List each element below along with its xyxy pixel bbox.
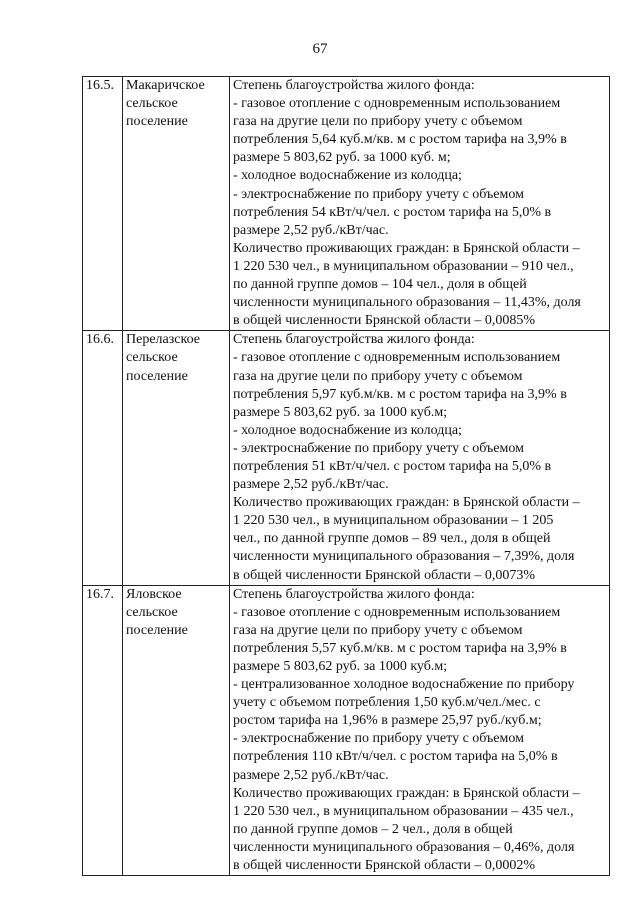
description-line: Степень благоустройства жилого фонда: bbox=[233, 586, 475, 602]
table-row bbox=[83, 331, 610, 585]
description-line: потребления 51 кВт/ч/чел. с ростом тарифа на 5,0% в bbox=[233, 458, 552, 474]
page-number: 67 bbox=[312, 41, 328, 57]
settlements-table bbox=[82, 76, 610, 876]
settlement-name bbox=[123, 585, 230, 876]
settlement-name bbox=[123, 331, 230, 585]
settlement-name-line: Макаричское bbox=[126, 78, 205, 93]
settlement-name-line: поселение bbox=[126, 622, 188, 638]
description-line: в общей численности Брянской области – 0,0002% bbox=[233, 858, 536, 874]
description-line: - холодное водоснабжение из колодца; bbox=[233, 168, 462, 184]
description-line: размере 5 803,62 руб. за 1000 куб. м; bbox=[233, 150, 451, 166]
description-line: Количество проживающих граждан: в Брянской области – bbox=[233, 495, 580, 511]
settlement-name bbox=[123, 77, 230, 331]
settlement-description bbox=[230, 77, 610, 331]
row-number: 16.6. bbox=[83, 331, 123, 585]
description-line: потребления 110 кВт/ч/чел. с ростом тарифа на 5,0% в bbox=[233, 749, 558, 765]
settlement-name-line: поселение bbox=[126, 368, 188, 384]
description-line: потребления 5,97 куб.м/кв. м с ростом тарифа на 3,9% в bbox=[233, 386, 567, 402]
description-line: по данной группе домов – 104 чел., доля в общей bbox=[233, 277, 527, 293]
table-row bbox=[83, 585, 610, 876]
description-line: - газовое отопление с одновременным использованием bbox=[233, 350, 561, 366]
description-line: по данной группе домов – 2 чел., доля в общей bbox=[233, 821, 513, 837]
description-line: газа на другие цели по прибору учету с объемом bbox=[233, 622, 523, 638]
description-line: - газовое отопление с одновременным использованием bbox=[233, 604, 561, 620]
description-line: - централизованное холодное водоснабжение по прибору bbox=[233, 677, 575, 693]
description-line: 1 220 530 чел., в муниципальном образовании – 435 чел., bbox=[233, 803, 574, 819]
description-line: - электроснабжение по прибору учету с объемом bbox=[233, 731, 524, 747]
description-line: потребления 54 кВт/ч/чел. с ростом тарифа на 5,0% в bbox=[233, 204, 552, 220]
settlement-name-line: сельское bbox=[126, 350, 178, 366]
settlement-name-line: сельское bbox=[126, 96, 178, 112]
description-line: в общей численности Брянской области – 0,0073% bbox=[233, 567, 536, 583]
description-line: - газовое отопление с одновременным использованием bbox=[233, 96, 561, 112]
description-line: размере 5 803,62 руб. за 1000 куб.м; bbox=[233, 404, 448, 420]
description-line: ростом тарифа на 1,96% в размере 25,97 руб./куб.м; bbox=[233, 713, 542, 729]
description-line: Степень благоустройства жилого фонда: bbox=[233, 78, 475, 93]
description-line: размере 2,52 руб./кВт/час. bbox=[233, 767, 389, 783]
description-line: размере 2,52 руб./кВт/час. bbox=[233, 222, 389, 238]
description-line: - электроснабжение по прибору учету с объемом bbox=[233, 440, 524, 456]
description-line: потребления 5,57 куб.м/кв. м с ростом тарифа на 3,9% в bbox=[233, 640, 567, 656]
description-line: газа на другие цели по прибору учету с объемом bbox=[233, 368, 523, 384]
settlement-description bbox=[230, 331, 610, 585]
settlement-name-line: поселение bbox=[126, 114, 188, 130]
description-line: размере 5 803,62 руб. за 1000 куб.м; bbox=[233, 659, 448, 674]
description-line: 1 220 530 чел., в муниципальном образовании – 1 205 bbox=[233, 513, 554, 529]
description-line: потребления 5,64 куб.м/кв. м с ростом тарифа на 3,9% в bbox=[233, 132, 567, 148]
settlement-name-line: Перелазское bbox=[126, 332, 200, 348]
description-line: численности муниципального образования – 0,46%, доля bbox=[233, 839, 575, 855]
description-line: - холодное водоснабжение из колодца; bbox=[233, 422, 462, 438]
description-line: 1 220 530 чел., в муниципальном образовании – 910 чел., bbox=[233, 258, 574, 274]
table-row bbox=[83, 77, 610, 331]
description-line: учету с объемом потребления 1,50 куб.м/чел./мес. с bbox=[233, 695, 541, 711]
description-line: Степень благоустройства жилого фонда: bbox=[233, 332, 475, 348]
description-line: Количество проживающих граждан: в Брянской области – bbox=[233, 240, 580, 256]
settlement-name-line: сельское bbox=[126, 604, 178, 620]
description-line: - электроснабжение по прибору учету с объемом bbox=[233, 186, 524, 202]
description-line: в общей численности Брянской области – 0,0085% bbox=[233, 313, 536, 329]
description-line: газа на другие цели по прибору учету с объемом bbox=[233, 114, 523, 130]
row-number: 16.5. bbox=[83, 77, 123, 331]
description-line: численности муниципального образования – 11,43%, доля bbox=[233, 295, 581, 311]
description-line: размере 2,52 руб./кВт/час. bbox=[233, 477, 389, 493]
settlement-description bbox=[230, 585, 610, 876]
description-line: численности муниципального образования – 7,39%, доля bbox=[233, 549, 575, 565]
description-line: чел., по данной группе домов – 89 чел., доля в общей bbox=[233, 531, 551, 547]
settlement-name-line: Яловское bbox=[126, 586, 182, 602]
row-number: 16.7. bbox=[83, 585, 123, 876]
description-line: Количество проживающих граждан: в Брянской области – bbox=[233, 785, 580, 801]
